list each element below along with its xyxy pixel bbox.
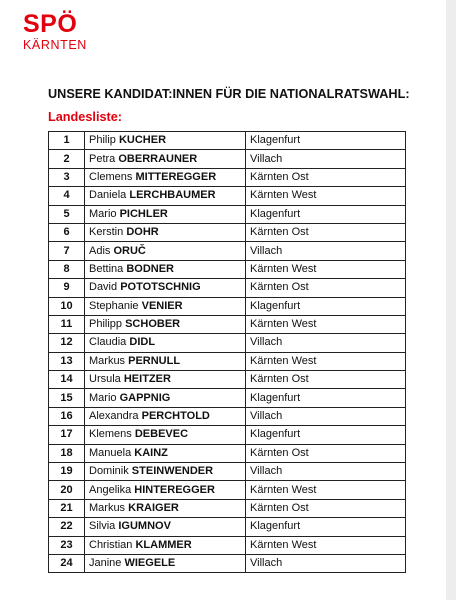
candidate-name xyxy=(85,463,246,481)
candidate-name xyxy=(85,407,246,425)
last-name: MITTEREGGER xyxy=(135,170,217,183)
first-name: Mario xyxy=(89,207,117,220)
candidate-name xyxy=(85,389,246,407)
table-row xyxy=(49,297,406,315)
table-row xyxy=(49,536,406,554)
rank-number: 17 xyxy=(49,426,85,444)
candidate-region: Kärnten Ost xyxy=(246,279,406,297)
candidate-region: Kärnten Ost xyxy=(246,223,406,241)
table-row xyxy=(49,242,406,260)
logo-main-text: SPÖ xyxy=(23,10,78,38)
table-row xyxy=(49,407,406,425)
candidate-region: Klagenfurt xyxy=(246,132,406,150)
last-name: HEITZER xyxy=(123,373,171,386)
last-name: GAPPNIG xyxy=(119,391,171,404)
rank-number: 16 xyxy=(49,407,85,425)
last-name: PERCHTOLD xyxy=(141,410,210,423)
candidate-region: Kärnten West xyxy=(246,187,406,205)
rank-number: 13 xyxy=(49,352,85,370)
candidate-name xyxy=(85,352,246,370)
table-row xyxy=(49,334,406,352)
table-row xyxy=(49,499,406,517)
candidate-name xyxy=(85,444,246,462)
first-name: Klemens xyxy=(89,428,132,441)
candidate-region: Villach xyxy=(246,554,406,572)
candidate-name xyxy=(85,168,246,186)
last-name: WIEGELE xyxy=(124,557,176,570)
last-name: VENIER xyxy=(141,299,183,312)
table-row xyxy=(49,279,406,297)
last-name: KLAMMER xyxy=(135,538,192,551)
last-name: PERNULL xyxy=(128,354,181,367)
candidate-name xyxy=(85,297,246,315)
first-name: Markus xyxy=(89,354,126,367)
rank-number: 12 xyxy=(49,334,85,352)
candidate-region: Klagenfurt xyxy=(246,389,406,407)
first-name: Mario xyxy=(89,391,117,404)
table-row xyxy=(49,463,406,481)
last-name: KAINZ xyxy=(134,446,168,459)
first-name: Stephanie xyxy=(89,299,139,312)
candidate-name xyxy=(85,554,246,572)
candidate-region: Villach xyxy=(246,407,406,425)
last-name: BODNER xyxy=(126,262,174,275)
candidate-region: Kärnten West xyxy=(246,536,406,554)
candidate-table-body xyxy=(49,132,406,573)
page-edge xyxy=(446,0,456,600)
last-name: HINTEREGGER xyxy=(134,483,215,496)
logo-sub-text: KÄRNTEN xyxy=(23,38,87,52)
first-name: Janine xyxy=(89,557,122,570)
last-name: SCHOBER xyxy=(125,318,181,331)
table-row xyxy=(49,205,406,223)
last-name: LERCHBAUMER xyxy=(129,189,216,202)
candidate-region: Kärnten Ost xyxy=(246,499,406,517)
last-name: POTOTSCHNIG xyxy=(120,281,201,294)
first-name: Silvia xyxy=(89,520,116,533)
first-name: Kerstin xyxy=(89,226,124,239)
table-row xyxy=(49,444,406,462)
first-name: Dominik xyxy=(89,465,129,478)
first-name: Angelika xyxy=(89,483,132,496)
first-name: Philip xyxy=(89,134,116,147)
candidate-region: Kärnten West xyxy=(246,315,406,333)
first-name: Bettina xyxy=(89,262,124,275)
candidate-name xyxy=(85,150,246,168)
first-name: Manuela xyxy=(89,446,132,459)
table-row xyxy=(49,518,406,536)
rank-number: 21 xyxy=(49,499,85,517)
table-row xyxy=(49,260,406,278)
rank-number: 24 xyxy=(49,554,85,572)
candidate-name xyxy=(85,536,246,554)
candidate-name xyxy=(85,499,246,517)
last-name: STEINWENDER xyxy=(131,465,214,478)
candidate-name xyxy=(85,426,246,444)
rank-number: 18 xyxy=(49,444,85,462)
candidate-name xyxy=(85,260,246,278)
rank-number: 2 xyxy=(49,150,85,168)
rank-number: 6 xyxy=(49,223,85,241)
table-row xyxy=(49,371,406,389)
candidate-region: Klagenfurt xyxy=(246,426,406,444)
rank-number: 10 xyxy=(49,297,85,315)
candidate-region: Kärnten Ost xyxy=(246,168,406,186)
rank-number: 1 xyxy=(49,132,85,150)
candidate-region: Kärnten West xyxy=(246,260,406,278)
table-row xyxy=(49,168,406,186)
rank-number: 3 xyxy=(49,168,85,186)
first-name: Philipp xyxy=(89,318,123,331)
candidate-name xyxy=(85,371,246,389)
rank-number: 5 xyxy=(49,205,85,223)
candidate-name xyxy=(85,242,246,260)
table-row xyxy=(49,481,406,499)
spoe-kaernten-logo xyxy=(23,12,87,52)
last-name: KUCHER xyxy=(118,134,167,147)
first-name: Alexandra xyxy=(89,410,139,423)
table-row xyxy=(49,132,406,150)
candidate-region: Kärnten Ost xyxy=(246,444,406,462)
candidate-name xyxy=(85,481,246,499)
list-subheading: Landesliste: xyxy=(48,110,123,124)
candidate-region: Kärnten Ost xyxy=(246,371,406,389)
rank-number: 15 xyxy=(49,389,85,407)
first-name: Adis xyxy=(89,244,111,257)
rank-number: 22 xyxy=(49,518,85,536)
table-row xyxy=(49,554,406,572)
last-name: OBERRAUNER xyxy=(118,152,198,165)
rank-number: 8 xyxy=(49,260,85,278)
candidate-name xyxy=(85,279,246,297)
candidate-name xyxy=(85,518,246,536)
rank-number: 4 xyxy=(49,187,85,205)
candidate-table xyxy=(48,131,406,573)
first-name: Claudia xyxy=(89,336,127,349)
candidate-region: Klagenfurt xyxy=(246,518,406,536)
table-row xyxy=(49,389,406,407)
table-row xyxy=(49,223,406,241)
candidate-region: Villach xyxy=(246,463,406,481)
candidate-name xyxy=(85,315,246,333)
rank-number: 20 xyxy=(49,481,85,499)
rank-number: 11 xyxy=(49,315,85,333)
last-name: DEBEVEC xyxy=(134,428,189,441)
candidate-name xyxy=(85,223,246,241)
last-name: KRAIGER xyxy=(128,502,179,514)
candidate-region: Klagenfurt xyxy=(246,297,406,315)
first-name: Markus xyxy=(89,502,126,514)
first-name: Clemens xyxy=(89,170,133,183)
candidate-name xyxy=(85,205,246,223)
table-row xyxy=(49,352,406,370)
last-name: PICHLER xyxy=(119,207,168,220)
candidate-region: Klagenfurt xyxy=(246,205,406,223)
candidate-region: Villach xyxy=(246,242,406,260)
last-name: DIDL xyxy=(129,336,156,349)
rank-number: 9 xyxy=(49,279,85,297)
candidate-name xyxy=(85,132,246,150)
first-name: Daniela xyxy=(89,189,127,202)
candidate-region: Villach xyxy=(246,150,406,168)
rank-number: 23 xyxy=(49,536,85,554)
candidate-region: Kärnten West xyxy=(246,481,406,499)
first-name: Ursula xyxy=(89,373,121,386)
candidate-name xyxy=(85,187,246,205)
candidate-region: Villach xyxy=(246,334,406,352)
last-name: ORUČ xyxy=(113,244,146,257)
first-name: Petra xyxy=(89,152,116,165)
table-row xyxy=(49,315,406,333)
table-row xyxy=(49,187,406,205)
table-row xyxy=(49,150,406,168)
last-name: DOHR xyxy=(126,226,159,239)
rank-number: 14 xyxy=(49,371,85,389)
candidate-name xyxy=(85,334,246,352)
last-name: IGUMNOV xyxy=(118,520,171,533)
table-row xyxy=(49,426,406,444)
candidate-region: Kärnten West xyxy=(246,352,406,370)
first-name: David xyxy=(89,281,118,294)
page-heading: UNSERE KANDIDAT:INNEN FÜR DIE NATIONALRATSWAHL: xyxy=(48,87,410,101)
first-name: Christian xyxy=(89,538,133,551)
rank-number: 7 xyxy=(49,242,85,260)
rank-number: 19 xyxy=(49,463,85,481)
